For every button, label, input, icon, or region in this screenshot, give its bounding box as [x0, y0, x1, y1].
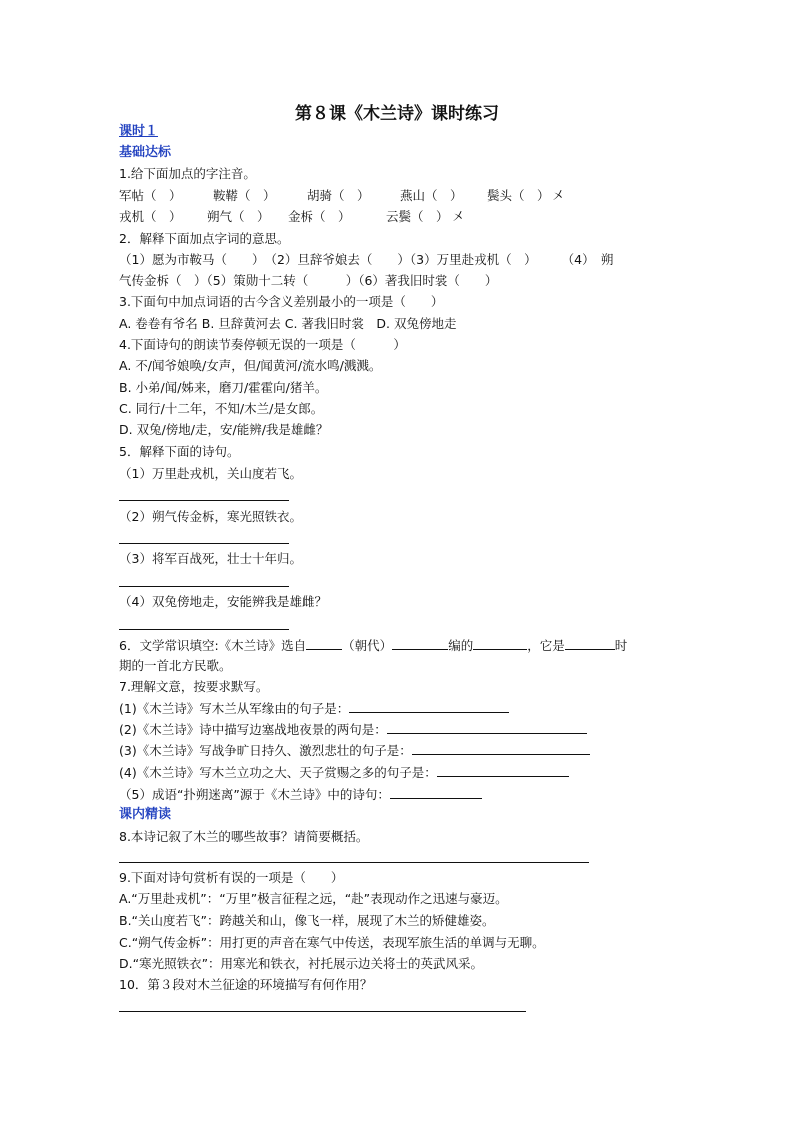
fill-blank[interactable]: [387, 720, 587, 734]
page-title: 第８课《木兰诗》课时练习: [295, 104, 499, 124]
pinyin-item: 戎机（ ）: [119, 209, 182, 224]
pinyin-item: 云鬓（ ）: [386, 209, 449, 224]
question-6-line-2: 期的一首北方民歌。: [119, 658, 232, 673]
question-7-text: （5）成语“扑朔迷离”源于《木兰诗》中的诗句：: [119, 787, 390, 802]
question-9-option-b: B.“关山度若飞”：跨越关和山，像飞一样，展现了木兰的矫健雄姿。: [119, 913, 495, 928]
stray-mark: 㐅: [452, 209, 465, 224]
question-2-line-2: 气传金柝（ ）（5）策勋十二转（ ）（6）著我旧时裳（ ）: [119, 273, 498, 288]
question-4-option-d: D. 双兔/傍地/走，安/能辨/我是雄雌？: [119, 422, 329, 437]
question-9-option-d: D.“寒光照铁衣”：用寒光和铁衣，衬托展示边关将士的英武风采。: [119, 956, 484, 971]
fill-blank[interactable]: [565, 636, 615, 650]
question-7-item-4: [119, 763, 569, 782]
pinyin-item: 燕山（ ）: [400, 188, 463, 203]
question-6-text: 编的: [448, 638, 474, 653]
question-7-item-1: [119, 699, 509, 718]
question-6-text: 6．文学常识填空:《木兰诗》选自: [119, 638, 307, 653]
fill-blank[interactable]: [392, 636, 448, 650]
fill-blank[interactable]: [412, 741, 590, 755]
section-heading-lesson1: 课时１: [119, 124, 159, 139]
question-4-option-b: B. 小弟/闻/姊来，磨刀/霍霍向/猪羊。: [119, 380, 328, 395]
question-5-item-4: （4）双兔傍地走，安能辨我是雄雌？: [119, 594, 327, 609]
question-2-stem: 2．解释下面加点字词的意思。: [119, 231, 290, 246]
question-9-option-a: A.“万里赴戎机”：“万里”极言征程之远，“赴”表现动作之迅速与豪迈。: [119, 891, 508, 906]
answer-line[interactable]: [119, 862, 589, 863]
question-7-text: (4)《木兰诗》写木兰立功之大、天子赏赐之多的句子是：: [119, 765, 437, 780]
answer-line[interactable]: [119, 629, 289, 630]
question-4-stem: 4.下面诗句的朗读节奏停顿无误的一项是（ ）: [119, 337, 406, 352]
question-3-options: A. 卷卷有爷名 B. 旦辞黄河去 C. 著我旧时裳 D. 双兔傍地走: [119, 316, 457, 331]
question-7-item-5: [119, 785, 482, 804]
answer-line[interactable]: [119, 543, 289, 544]
question-6-line-1: [119, 636, 627, 655]
question-5-item-3: （3）将军百战死，壮士十年归。: [119, 551, 302, 566]
question-7-text: (2)《木兰诗》诗中描写边塞战地夜景的两句是：: [119, 722, 387, 737]
question-7-stem: 7.理解文意，按要求默写。: [119, 679, 269, 694]
question-7-item-2: [119, 720, 587, 739]
stray-mark: 㐅: [552, 188, 565, 203]
question-7-item-3: [119, 741, 590, 760]
answer-line[interactable]: [119, 586, 289, 587]
question-7-text: (1)《木兰诗》写木兰从军缘由的句子是：: [119, 701, 350, 716]
question-5-item-1: （1）万里赴戎机，关山度若飞。: [119, 466, 302, 481]
question-6-text: ，它是: [527, 638, 565, 653]
question-9-stem: 9.下面对诗句赏析有误的一项是（ ）: [119, 870, 344, 885]
question-7-text: (3)《木兰诗》写战争旷日持久、激烈悲壮的句子是：: [119, 743, 412, 758]
section-heading-basics: 基础达标: [119, 145, 172, 160]
pinyin-item: 军帖（ ）: [119, 188, 182, 203]
fill-blank[interactable]: [349, 699, 509, 713]
question-4-option-a: A. 不/闻爷娘唤/女声，但/闻黄河/流水鸣/溅溅。: [119, 358, 382, 373]
question-3-stem: 3.下面句中加点词语的古今含义差别最小的一项是（ ）: [119, 294, 444, 309]
question-5-stem: 5．解释下面的诗句。: [119, 444, 240, 459]
fill-blank[interactable]: [437, 763, 569, 777]
fill-blank[interactable]: [306, 636, 342, 650]
question-4-option-c: C. 同行/十二年，不知/木兰/是女郎。: [119, 401, 324, 416]
question-9-option-c: C.“朔气传金柝”：用打更的声音在寒气中传送，表现军旅生活的单调与无聊。: [119, 935, 545, 950]
answer-line[interactable]: [119, 1011, 526, 1012]
question-6-text: （朝代）: [342, 638, 393, 653]
answer-line[interactable]: [119, 500, 289, 501]
pinyin-item: 鬓头（ ）: [487, 188, 550, 203]
question-8-stem: 8.本诗记叙了木兰的哪些故事？请简要概括。: [119, 829, 369, 844]
question-2-line-1: （1）愿为市鞍马（ ） （2）旦辞爷娘去（ ）（3）万里赴戎机（ ） （4） 朔: [119, 252, 614, 267]
fill-blank[interactable]: [390, 785, 482, 799]
question-6-text: 时: [614, 638, 628, 653]
pinyin-item: 金柝（ ）: [288, 209, 351, 224]
fill-blank[interactable]: [473, 636, 527, 650]
pinyin-item: 胡骑（ ）: [307, 188, 370, 203]
question-1-stem: 1.给下面加点的字注音。: [119, 166, 256, 181]
section-heading-close-reading: 课内精读: [119, 807, 172, 822]
question-5-item-2: （2）朔气传金柝，寒光照铁衣。: [119, 509, 302, 524]
pinyin-item: 朔气（ ）: [207, 209, 270, 224]
question-10-stem: 10．第３段对木兰征途的环境描写有何作用？: [119, 977, 373, 992]
pinyin-item: 鞍鞯（ ）: [213, 188, 276, 203]
